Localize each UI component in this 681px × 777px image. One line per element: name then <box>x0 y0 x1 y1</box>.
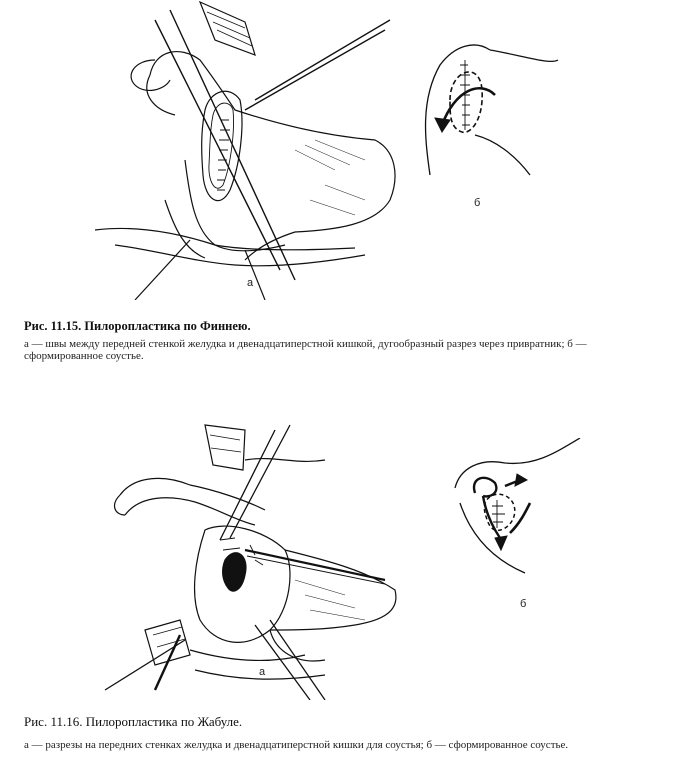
figure-11-16-panel-b-label: б <box>520 598 527 610</box>
figure-11-16-illustration-a <box>95 420 415 700</box>
figure-11-15-illustration-b <box>420 40 560 180</box>
figure-11-16-description: а — разрезы на передних стенках желудка и двенадцатиперстной кишки для соустья; б — сформированное соустье. <box>24 739 569 751</box>
figure-11-16-title: Рис. 11.16. Пилоропластика по Жабуле. <box>24 714 243 729</box>
finney-pyloroplasty-drawing <box>95 0 415 300</box>
figure-11-15-description: а — швы между передней стенкой желудка и двенадцатиперстной кишкой, дугообразный разрез через привратник; б — сформированное соустье. <box>24 338 587 362</box>
figure-11-15-illustration-a <box>95 0 415 300</box>
figure-11-15-panel-a-label: а <box>247 277 254 289</box>
jaboulay-anastomosis-drawing <box>445 438 585 578</box>
finney-anastomosis-drawing <box>420 40 560 180</box>
figure-11-16-panel-a-label: а <box>259 666 266 678</box>
figure-11-15-title: Рис. 11.15. Пилоропластика по Финнею. <box>24 319 251 333</box>
jaboulay-pyloroplasty-drawing <box>95 420 415 700</box>
figure-11-15-panel-b-label: б <box>474 197 481 209</box>
figure-11-16-illustration-b <box>445 438 585 578</box>
